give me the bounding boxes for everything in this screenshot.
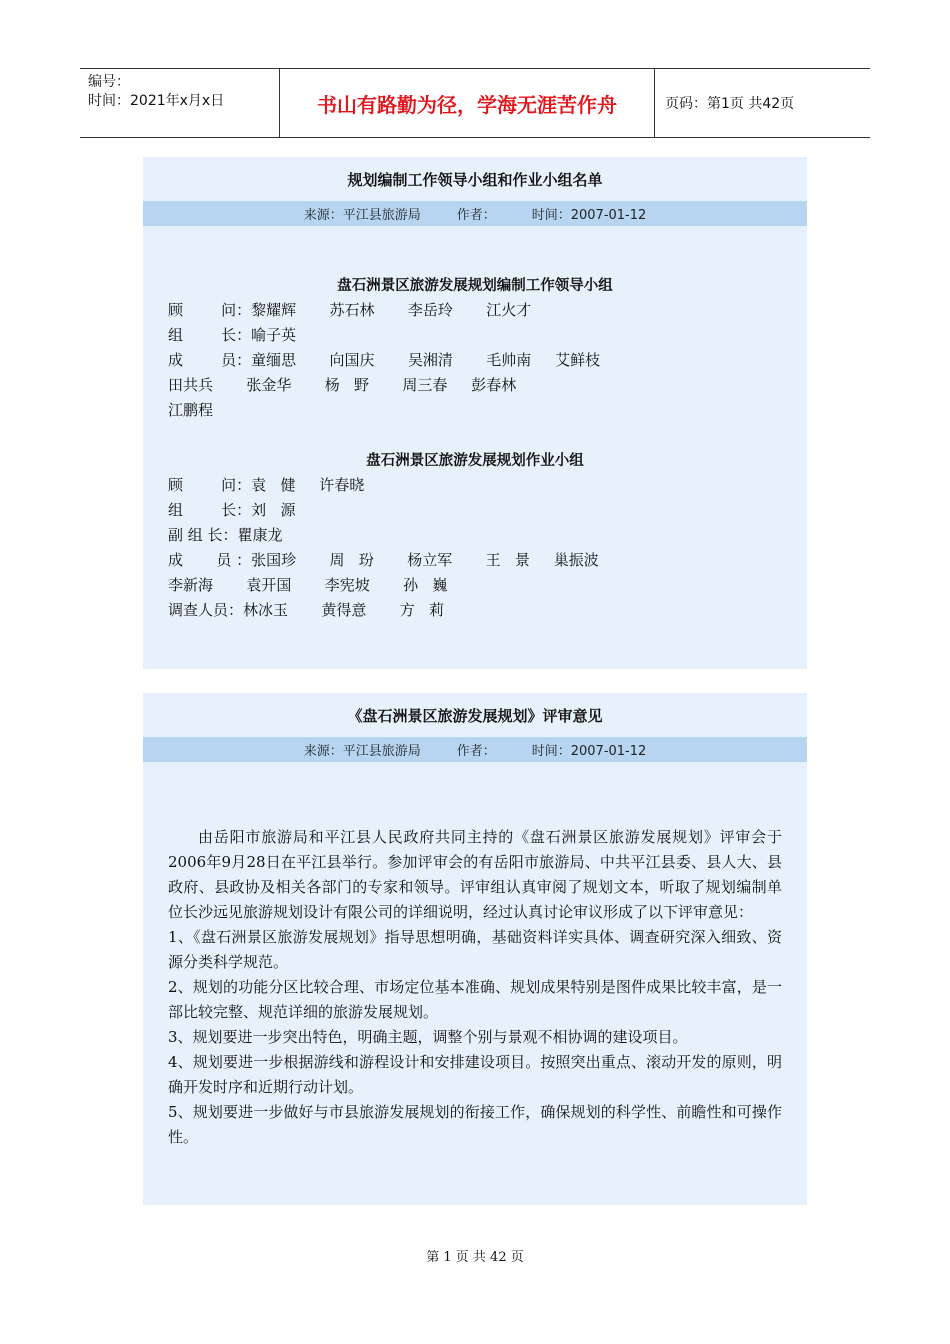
group-row: 组 长：刘 源	[168, 501, 296, 519]
page-header	[80, 68, 870, 138]
article-date: 2007-01-12	[570, 208, 647, 223]
article-meta	[143, 737, 807, 762]
group-row: 成 员 ：张国珍 周 玢 杨立军 王 景 巢振波	[168, 551, 599, 569]
group-title: 盘石洲景区旅游发展规划编制工作领导小组	[337, 277, 613, 294]
opinion-item: 1、《盘石洲景区旅游发展规划》指导思想明确，基础资料详实具体、调查研究深入细致、资源分类科学规范。	[168, 928, 782, 971]
article-title: 《盘石洲景区旅游发展规划》评审意见	[347, 706, 603, 725]
group-row: 江鹏程	[168, 401, 214, 419]
article-title: 规划编制工作领导小组和作业小组名单	[347, 170, 603, 189]
article-body	[143, 226, 807, 623]
header-page-info	[655, 69, 870, 137]
opinion-item: 5、规划要进一步做好与市县旅游发展规划的衔接工作，确保规划的科学性、前瞻性和可操作性。	[168, 1103, 782, 1146]
group-row: 副 组 长：瞿康龙	[168, 526, 283, 544]
header-motto: 书山有路勤为径，学海无涯苦作舟	[280, 69, 655, 137]
group-row: 田共兵 张金华 杨 野 周三春 彭春林	[168, 376, 517, 394]
article-meta	[143, 201, 807, 226]
time-label: 时间：2021年x月x日	[88, 93, 225, 109]
article-time-label: 时间：	[531, 744, 571, 759]
article-author: 作者：	[456, 208, 496, 223]
page-footer: 第 1 页 共 42 页	[426, 1250, 524, 1265]
group-row: 成 员：童缅思 向国庆 吴湘清 毛帅南 艾鲜枝	[168, 351, 601, 369]
group-row: 调查人员：林冰玉 黄得意 方 莉	[168, 601, 445, 619]
header-meta	[80, 69, 280, 137]
group-title: 盘石洲景区旅游发展规划作业小组	[366, 452, 584, 469]
opinion-item: 3、规划要进一步突出特色，明确主题，调整个别与景观不相协调的建设项目。	[168, 1028, 688, 1046]
group-row: 顾 问：袁 健 许春晓	[168, 476, 365, 494]
article-review-opinion	[143, 693, 807, 1205]
number-label: 编号：	[88, 74, 130, 90]
group-row: 李新海 袁开国 李宪坡 孙 巍	[168, 576, 448, 594]
article-date: 2007-01-12	[570, 744, 647, 759]
article-time-label: 时间：	[531, 208, 571, 223]
article-leadership-list	[143, 157, 807, 669]
group-row: 组 长：喻子英	[168, 326, 297, 344]
article-author: 作者：	[456, 744, 496, 759]
article-source: 来源：平江县旅游局	[303, 208, 421, 223]
intro-paragraph: 由岳阳市旅游局和平江县人民政府共同主持的《盘石洲景区旅游发展规划》评审会于2006年9月28日在平江县举行。参加评审会的有岳阳市旅游局、中共平江县委、县人大、县政府、县政协及相关各部门的专家和领导。评审组认真审阅了规划文本，听取了规划编制单位长沙远见旅游规划设计有限公司的详细说明，经过认真讨论审议形成了以下评审意见：	[168, 828, 782, 921]
article-body	[143, 762, 807, 1150]
opinion-item: 4、规划要进一步根据游线和游程设计和安排建设项目。按照突出重点、滚动开发的原则，明确开发时序和近期行动计划。	[168, 1053, 782, 1096]
group-row: 顾 问：黎耀辉 苏石林 李岳玲 江火才	[168, 301, 532, 319]
page-info: 页码：第1页 共42页	[665, 96, 795, 112]
article-source: 来源：平江县旅游局	[303, 744, 421, 759]
opinion-item: 2、规划的功能分区比较合理、市场定位基本准确、规划成果特别是图件成果比较丰富，是一部比较完整、规范详细的旅游发展规划。	[168, 978, 782, 1021]
